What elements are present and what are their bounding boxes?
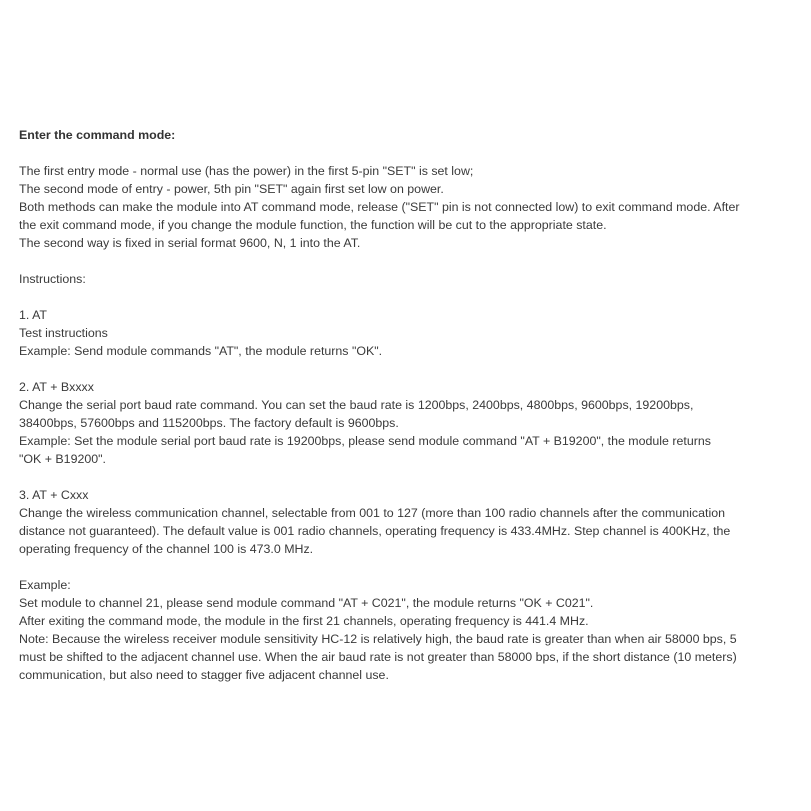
spacer xyxy=(19,288,779,306)
text-line: Change the serial port baud rate command. You can set the baud rate is 1200bps, 2400bps, 4800bps, 9600bps, 19200bps, xyxy=(19,398,694,412)
instruction-title: 3. AT + Cxxx xyxy=(19,488,89,502)
text-line: Example: Set the module serial port baud rate is 19200bps, please send module command "AT + B19200", the module returns xyxy=(19,434,711,448)
text-line: Set module to channel 21, please send module command "AT + C021", the module returns "OK + C021". xyxy=(19,596,594,610)
text-line: The second way is fixed in serial format 9600, N, 1 into the AT. xyxy=(19,236,361,250)
example-block xyxy=(19,576,779,684)
text-line: "OK + B19200". xyxy=(19,452,106,466)
text-line: Example: Send module commands "AT", the module returns "OK". xyxy=(19,344,383,358)
text-line: communication, but also need to stagger five adjacent channel use. xyxy=(19,668,389,682)
example-label: Example: xyxy=(19,578,71,592)
text-line: The first entry mode - normal use (has the power) in the first 5-pin "SET" is set low; xyxy=(19,164,474,178)
instruction-channel xyxy=(19,486,779,558)
instruction-title: 2. AT + Bxxxx xyxy=(19,380,94,394)
text-line: distance not guaranteed). The default value is 001 radio channels, operating frequency is 433.4MHz. Step channel is 400KHz, the xyxy=(19,524,731,538)
text-line: operating frequency of the channel 100 is 473.0 MHz. xyxy=(19,542,314,556)
text-line: After exiting the command mode, the module in the first 21 channels, operating frequency is 441.4 MHz. xyxy=(19,614,589,628)
spacer xyxy=(19,558,779,576)
instruction-baud-rate xyxy=(19,378,779,468)
text-line: Note: Because the wireless receiver module sensitivity HC-12 is relatively high, the baud rate is greater than when air 58000 bps, 5 xyxy=(19,632,737,646)
text-line: must be shifted to the adjacent channel use. When the air baud rate is not greater than 58000 bps, if the short distance (10 meters) xyxy=(19,650,737,664)
text-line: Test instructions xyxy=(19,326,108,340)
text-line: 38400bps, 57600bps and 115200bps. The factory default is 9600bps. xyxy=(19,416,399,430)
section-heading: Enter the command mode: xyxy=(19,128,176,142)
intro-paragraph xyxy=(19,162,779,252)
instruction-title: 1. AT xyxy=(19,308,48,322)
document-body xyxy=(19,126,779,684)
instruction-at xyxy=(19,306,779,360)
text-line: Both methods can make the module into AT command mode, release ("SET" pin is not connected low) to exit command mode. After xyxy=(19,200,740,214)
text-line: The second mode of entry - power, 5th pin "SET" again first set low on power. xyxy=(19,182,444,196)
spacer xyxy=(19,144,779,162)
text-line: Change the wireless communication channel, selectable from 001 to 127 (more than 100 radio channels after the communication xyxy=(19,506,725,520)
text-line: the exit command mode, if you change the module function, the function will be cut to the appropriate state. xyxy=(19,218,607,232)
instructions-label: Instructions: xyxy=(19,272,86,286)
spacer xyxy=(19,360,779,378)
spacer xyxy=(19,252,779,270)
spacer xyxy=(19,468,779,486)
